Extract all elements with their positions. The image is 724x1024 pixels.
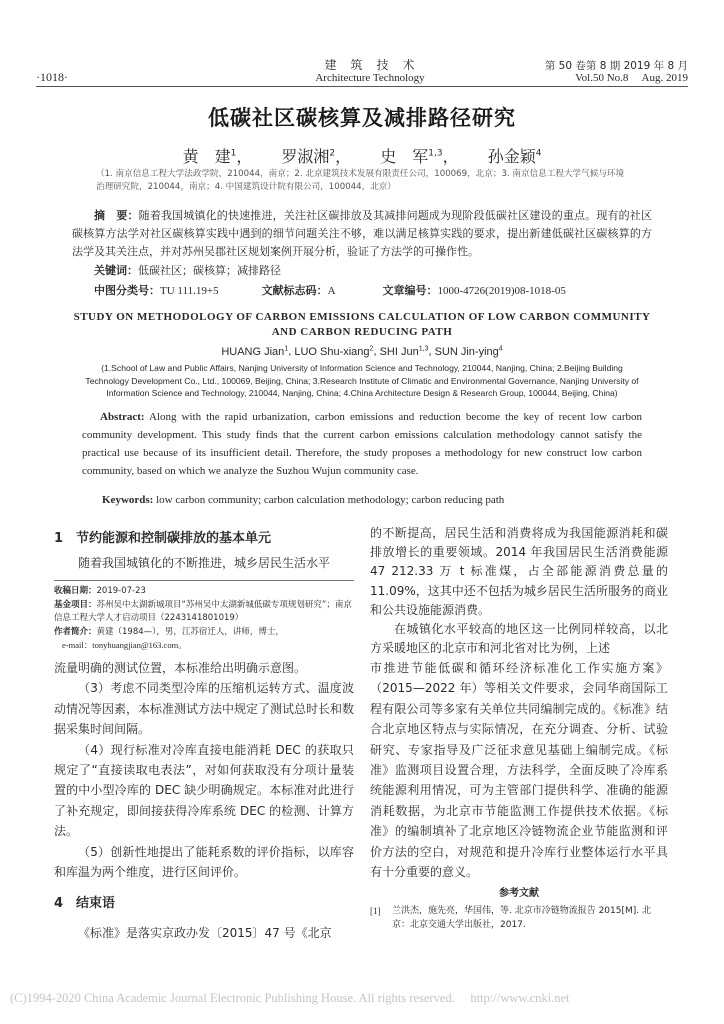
overlay-left-p0: 流量明确的测试位置，本标准给出明确示意图。 [54,661,307,675]
author-en-4: SUN Jin-ying$^4$ [434,345,503,358]
journal-name-en: Architecture Technology [315,72,425,84]
author-en-2: LUO Shu-xiang$^2$ [294,345,374,358]
author-email: e-mail：tonyhuangjian@163.com。 [62,640,187,650]
title-en: STUDY ON METHODOLOGY OF CARBON EMISSIONS CALCULATION OF LOW CARBON COMMUNITY AND CARBON REDUCING PATH [73,311,651,338]
keywords-en: Keywords: low carbon community; carbon calculation methodology; carbon reducing path [102,494,505,506]
affiliations-cn: （1. 南京信息工程大学法政学院，210044，南京；2. 北京建筑技术发展有限责任公司，100069，北京；3. 南京信息工程大学气候与环境治理研究院，210044，南京；4. 中国建筑设计院有限公司，100044，北京） [96,169,625,192]
title-cn: 低碳社区碳核算及减排路径研究 [208,106,516,130]
page-number: ·1018· [36,70,68,84]
author-cn-2: 罗淑湘$^2$ [281,147,336,166]
overlay-right-column [370,658,668,882]
overlay-left-p1: （3）考虑不同类型冷库的压缩机运转方式、温度波动情况等因素，本标准测试方法中规定了测试总时长和数据采集时间间隔。 [54,681,355,737]
overlay-left-p4: 《标准》是落实京政办发〔2015〕47 号《北京 [78,925,332,940]
footnote [54,585,354,653]
overlay-right-p1: 市推进节能低碳和循环经济标准化工作实施方案》（2015—2022 年）等相关文件要求，会同华商国际工程有限公司等多家有关单位共同编制完成的。《标准》结合北京地区特点与实际情况，在充分调查、分析、试验研究、专家指导及广泛征求意见基础上编制完成。《标准》监测项目设置合理，方法科学，全面反映了冷库系统能源利用情况，可为主管部门提供科学、准确的能源消耗数据，为北京市节能监测工作提供技术依据。《标准》的编制填补了北京地区冷链物流企业节能监测和评价方法的空白，对规范和提升冷库行业整体运行水平具有十分重要的意义。 [370,661,668,880]
authors-cn: 黄 建$^1$， 罗淑湘$^2$， 史 军$^{1,3}$， 孙金颖$^4$ [182,147,542,166]
abstract-en-label: Abstract: [100,411,145,423]
classification-line: 中图分类号：TU 111.19+5 文献标志码：A 文章编号：1000-4726(2019)08-1018-05 [94,284,566,297]
section-4-heading: 4 结束语 [54,896,116,912]
issue-info-cn: 第 50 卷第 8 期 2019 年 8 月 [544,60,688,72]
section-1-paragraph: 随着我国城镇化的不断推进，城乡居民生活水平 [78,556,331,570]
section-1-heading: 1 节约能源和控制碳排放的基本单元 [54,531,272,546]
affiliations-en: (1.School of Law and Public Affairs, Nanjing University of Information Science and Technology, 210044, Nanjing, China; 2.Beijing Building Technology Development Co., Ltd., 100069, Beijing, China; 3.Research Institute of Climatic and Environmental Governance, Nanjing University of Information Science and Technology, 210044, Nanjing, China; 4.China Architecture Design & Research Group, 100044, Beijing, China) [85,363,639,398]
right-top-paragraph-2: 在城镇化水平较高的地区这一比例同样较高，以北方采暖地区的北京市和河北省对比为例，上述 [370,622,668,656]
right-column-top [370,524,668,658]
keywords-cn: 关键词：低碳社区；碳核算；减排路径 [94,264,281,277]
header-rule [36,86,688,87]
abstract-cn [72,207,652,261]
fund-info: 基金项目：苏州吴中太湖新城项目“苏州吴中太湖新城低碳专项规划研究”；南京信息工程大学人才启动项目（2243141801019） [54,599,352,623]
journal-name-cn: 建 筑 技 术 [324,58,416,72]
overlay-left-column [54,658,354,943]
overlay-left-p2: （4）现行标准对冷库直接电能消耗 DEC 的获取只规定了“直接读取电表法”，对如何获取没有分项计量装置的中小型冷库的 DEC 缺少明确规定。本标准对此进行了补充规定，即间接获得冷库系统 DEC 的检测、计算方法。 [54,742,354,839]
abstract-en-text: Along with the rapid urbanization, carbon emissions and reduction become the key of recent low carbon community development. This study finds that the current carbon emissions calculation methodology cannot satisfy the practical use because of its insufficient detail. Therefore, the study proposes a methodology for new construct low carbon community, based on which we analyze the Suzhou Wujun community case. [82,411,642,477]
author-bio: 作者简介：黄建（1984—），男，江苏宿迁人，讲师，博士， [54,626,284,637]
abstract-en [82,408,642,480]
cnki-watermark: (C)1994-2020 China Academic Journal Electronic Publishing House. All rights reserved. http://www.cnki.net [10,991,570,1005]
issue-info-en: Vol.50 No.8 Aug. 2019 [575,72,688,84]
overlay-left-p3: （5）创新性地提出了能耗系数的评价指标，以库容和库温为两个维度，进行区间评价。 [54,844,354,880]
footnote-rule [54,580,354,581]
abstract-cn-label: 摘 要： [94,209,139,222]
author-en-1: HUANG Jian$^1$ [221,345,289,358]
abstract-cn-text: 随着我国城镇化的快速推进，关注社区碳排放及其减排问题成为现阶段低碳社区建设的重点。现有的社区碳核算方法学对社区碳核算实践中遇到的细节问题关注不够，难以满足核算实践的要求，提出新建低碳社区碳核算的方法学及其关注点，并对苏州吴郡社区规划案例开展分析，验证了方法学的可操作性。 [72,209,652,258]
author-cn-1: 黄 建$^1$ [182,147,237,166]
received-date: 收稿日期：2019-07-23 [54,586,146,596]
authors-en: HUANG Jian$^1$, LUO Shu-xiang$^2$, SHI Jun$^{1,3}$, SUN Jin-ying$^4$ [221,345,503,358]
author-cn-3: 史 军$^{1,3}$ [380,147,443,166]
references-heading: 参考文献 [499,888,539,899]
right-top-paragraph-1: 的不断提高，居民生活和消费将成为我国能源消耗和碳排放增长的重要领域。2014 年我国居民生活消费能源 47 212.33 万 t 标准煤，占全部能源消费总量的 11.09%，这其中还不包括为城乡居民生活所服务的商业和公共设施能源消费。 [370,526,668,617]
author-cn-4: 孙金颖$^4$ [487,147,542,166]
author-en-3: SHI Jun$^{1,3}$ [379,345,429,358]
reference-1: [1] 兰洪杰，施先亮，华国伟，等. 北京市冷链物流报告 2015[M]. 北京：北京交通大学出版社，2017. [370,906,651,930]
